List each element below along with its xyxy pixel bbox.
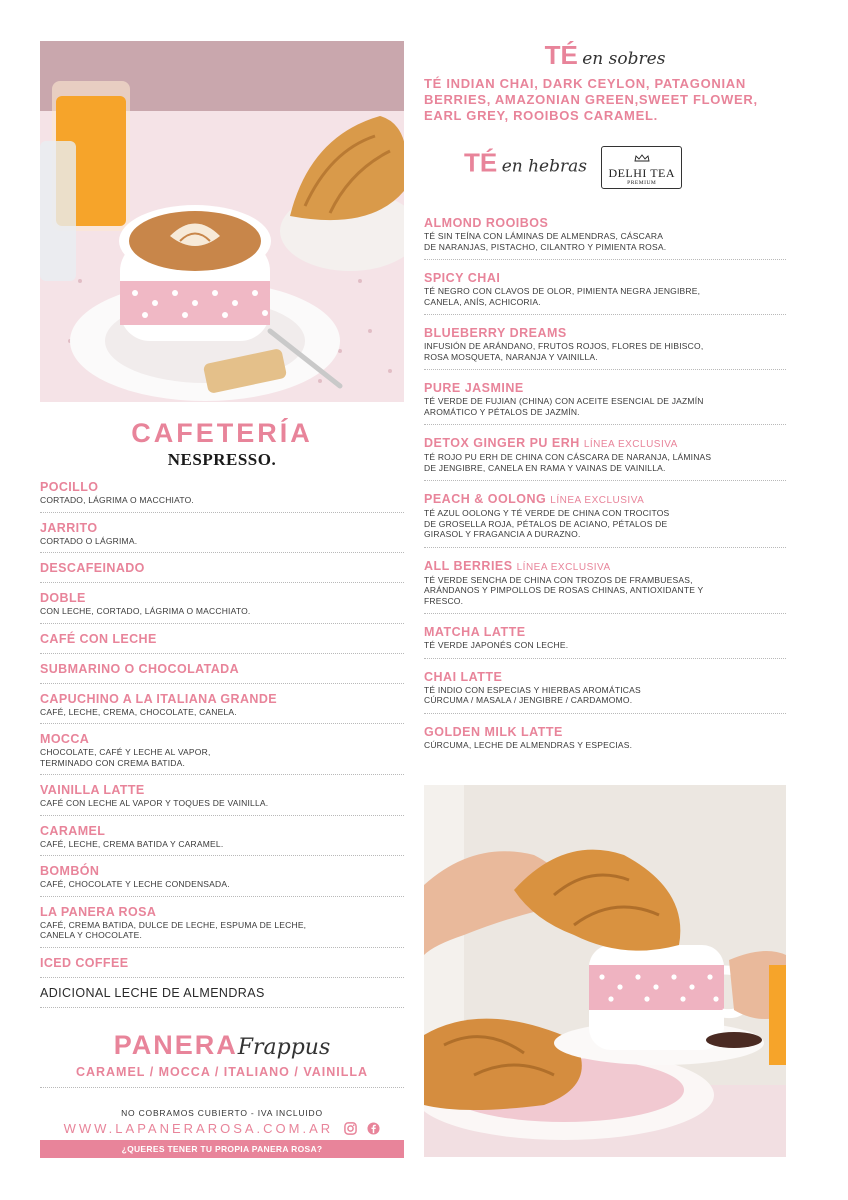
- tea-list: [424, 216, 786, 768]
- item-description: CON LECHE, CORTADO, LÁGRIMA O MACCHIATO.: [40, 606, 251, 616]
- item-name: CARAMEL: [40, 823, 106, 838]
- item-description: CORTADO, LÁGRIMA O MACCHIATO.: [40, 495, 194, 505]
- item-name: ALMOND ROOIBOS: [424, 216, 549, 230]
- item-name: ADICIONAL LECHE DE ALMENDRAS: [40, 985, 265, 1000]
- item-name: DESCAFEINADO: [40, 561, 145, 575]
- item-name: CHAI LATTE: [424, 669, 503, 684]
- tea-item-detox-ginger-pu-erh: [424, 436, 786, 481]
- menu-item-capuchino: [40, 692, 404, 725]
- item-description: TÉ NEGRO CON CLAVOS DE OLOR, PIMIENTA NEGRA JENGIBRE, CANELA, ANÍS, ACHICORIA.: [424, 286, 701, 307]
- te-sobres-title-script: en sobres: [582, 49, 666, 69]
- item-name: CAFÉ CON LECHE: [40, 631, 157, 646]
- item-name: PURE JASMINE: [424, 381, 524, 395]
- item-description: CAFÉ, CHOCOLATE Y LECHE CONDENSADA.: [40, 879, 230, 889]
- menu-item-mocca: [40, 732, 404, 775]
- te-sobres-description: TÉ INDIAN CHAI, DARK CEYLON, PATAGONIAN BERRIES, AMAZONIAN GREEN,SWEET FLOWER, EARL GREY, ROOIBOS CARAMEL.: [424, 76, 758, 123]
- facebook-icon[interactable]: [367, 1122, 380, 1138]
- frappus-title-script: Frappus: [237, 1035, 331, 1060]
- te-hebras-title-big: TÉ: [464, 147, 498, 178]
- item-description: TÉ ROJO PU ERH DE CHINA CON CÁSCARA DE NARANJA, LÁMINAS DE JENGIBRE, CANELA EN RAMA Y VAINAS DE VAINILLA.: [424, 452, 712, 473]
- item-description: TÉ SIN TEÍNA CON LÁMINAS DE ALMENDRAS, CÁSCARA DE NARANJAS, PISTACHO, CILANTRO Y PIMIENTA ROSA.: [424, 231, 667, 252]
- item-name: GOLDEN MILK LATTE: [424, 724, 563, 739]
- tea-item-almond-rooibos: [424, 216, 786, 260]
- item-name: CAPUCHINO A LA ITALIANA GRANDE: [40, 691, 277, 706]
- item-description: CAFÉ, LECHE, CREMA, CHOCOLATE, CANELA.: [40, 706, 237, 717]
- menu-item-descafeinado: [40, 561, 404, 583]
- tea-item-peach-oolong: [424, 492, 786, 548]
- item-description: INFUSIÓN DE ARÁNDANO, FRUTOS ROJOS, FLORES DE HIBISCO, ROSA MOSQUETA, NARANJA Y VAINILLA.: [424, 341, 704, 362]
- menu-item-la-panera-rosa: [40, 905, 404, 948]
- menu-item-bombon: [40, 864, 404, 897]
- cappuccino-croissant-photo: [40, 41, 404, 402]
- frappus-flavors: CARAMEL / MOCCA / ITALIANO / VAINILLA: [75, 1065, 369, 1079]
- cafeteria-list: [40, 480, 404, 1016]
- frappus-title: [40, 1030, 404, 1061]
- item-name: MOCCA: [40, 732, 90, 746]
- website-row: [40, 1121, 404, 1138]
- bottom-photo-illustration: [424, 785, 786, 1157]
- instagram-icon[interactable]: [344, 1122, 357, 1138]
- delhi-tea-name: DELHI TEA: [608, 166, 676, 180]
- item-description: TÉ VERDE JAPONÉS CON LECHE.: [424, 640, 569, 650]
- menu-item-vainilla-latte: [40, 783, 404, 816]
- item-description: CÚRCUMA, LECHE DE ALMENDRAS Y ESPECIAS.: [424, 739, 633, 750]
- item-name: BOMBÓN: [40, 864, 100, 878]
- item-name: PEACH & OOLONG LÍNEA EXCLUSIVA: [424, 492, 645, 506]
- delhi-tea-sub: PREMIUM: [627, 180, 657, 186]
- tea-item-matcha-latte: [424, 625, 786, 659]
- item-name: VAINILLA LATTE: [40, 783, 145, 797]
- item-name: JARRITO: [40, 520, 98, 535]
- menu-item-almond-milk-extra: [40, 986, 404, 1008]
- website-link[interactable]: WWW.LAPANERAROSA.COM.AR: [63, 1121, 334, 1136]
- te-sobres-title-big: TÉ: [544, 40, 578, 70]
- item-name: DOBLE: [40, 591, 86, 605]
- item-description: CAFÉ, LECHE, CREMA BATIDA Y CARAMEL.: [40, 838, 224, 849]
- menu-item-caramel: [40, 824, 404, 857]
- tea-item-all-berries: [424, 559, 786, 615]
- item-name: ICED COFFEE: [40, 955, 129, 970]
- item-name: LA PANERA ROSA: [40, 904, 157, 919]
- item-description: CHOCOLATE, CAFÉ Y LECHE AL VAPOR, TERMINADO CON CREMA BATIDA.: [40, 747, 211, 768]
- item-name: MATCHA LATTE: [424, 625, 526, 639]
- cafeteria-title: CAFETERÍA: [131, 418, 313, 448]
- divider: [40, 1087, 404, 1088]
- menu-item-iced-coffee: [40, 956, 404, 978]
- menu-item-cafe-con-leche: [40, 632, 404, 654]
- te-sobres-title: [424, 40, 786, 71]
- item-description: CAFÉ, CREMA BATIDA, DULCE DE LECHE, ESPUMA DE LECHE, CANELA Y CHOCOLATE.: [40, 919, 307, 940]
- item-name: SPICY CHAI: [424, 271, 501, 285]
- item-description: TÉ INDIO CON ESPECIAS Y HIERBAS AROMÁTICAS CÚRCUMA / MASALA / JENGIBRE / CARDAMOMO.: [424, 684, 641, 705]
- exclusive-tag: LÍNEA EXCLUSIVA: [550, 495, 645, 506]
- tea-item-chai-latte: [424, 670, 786, 714]
- item-description: TÉ VERDE SENCHA DE CHINA CON TROZOS DE FRAMBUESAS, ARÁNDANOS Y PIMPOLLOS DE ROSAS CHINAS, ANTIOXIDANTE Y FRESCO.: [424, 574, 704, 606]
- menu-item-doble: [40, 591, 404, 624]
- franchise-banner: [40, 1140, 404, 1172]
- item-description: CORTADO O LÁGRIMA.: [40, 535, 138, 546]
- menu-item-submarino: [40, 662, 404, 684]
- footer-note: NO COBRAMOS CUBIERTO - IVA INCLUIDO: [121, 1108, 323, 1118]
- franchise-question: ¿QUERES TENER TU PROPIA PANERA ROSA?: [121, 1144, 323, 1154]
- tea-item-spicy-chai: [424, 271, 786, 315]
- menu-item-pocillo: [40, 480, 404, 513]
- menu-item-jarrito: [40, 521, 404, 554]
- tea-item-blueberry-dreams: [424, 326, 786, 370]
- exclusive-tag: LÍNEA EXCLUSIVA: [516, 561, 611, 573]
- delhi-tea-logo: [601, 146, 682, 189]
- frappus-title-main: PANERA: [113, 1030, 238, 1060]
- item-name: BLUEBERRY DREAMS: [424, 326, 567, 340]
- item-description: TÉ VERDE DE FUJIAN (CHINA) CON ACEITE ESENCIAL DE JAZMÍN AROMÁTICO Y PÉTALOS DE JAZMÍN.: [424, 396, 704, 417]
- top-photo-illustration: [40, 41, 404, 402]
- te-hebras-title: [424, 146, 786, 189]
- franchise-email[interactable]: FRANQUICIAS@LAPANERAROSA.COM.AR: [131, 1162, 313, 1172]
- croissant-dipping-photo: [424, 785, 786, 1157]
- item-name: POCILLO: [40, 480, 99, 494]
- item-description: CAFÉ CON LECHE AL VAPOR Y TOQUES DE VAINILLA.: [40, 798, 269, 808]
- tea-item-golden-milk-latte: [424, 725, 786, 758]
- crown-icon: [634, 154, 650, 162]
- nespresso-logo: NESPRESSO.: [167, 450, 277, 469]
- te-hebras-title-script: en hebras: [501, 156, 587, 177]
- item-name: ALL BERRIES LÍNEA EXCLUSIVA: [424, 558, 611, 573]
- item-name: DETOX GINGER PU ERH LÍNEA EXCLUSIVA: [424, 436, 678, 450]
- item-name: SUBMARINO O CHOCOLATADA: [40, 661, 240, 676]
- item-description: TÉ AZUL OOLONG Y TÉ VERDE DE CHINA CON TROCITOS DE GROSELLA ROJA, PÉTALOS DE ACIANO, PÉTALOS DE GIRASOL Y FRAGANCIA A DURAZNO.: [424, 508, 670, 539]
- tea-item-pure-jasmine: [424, 381, 786, 425]
- exclusive-tag: LÍNEA EXCLUSIVA: [583, 439, 678, 450]
